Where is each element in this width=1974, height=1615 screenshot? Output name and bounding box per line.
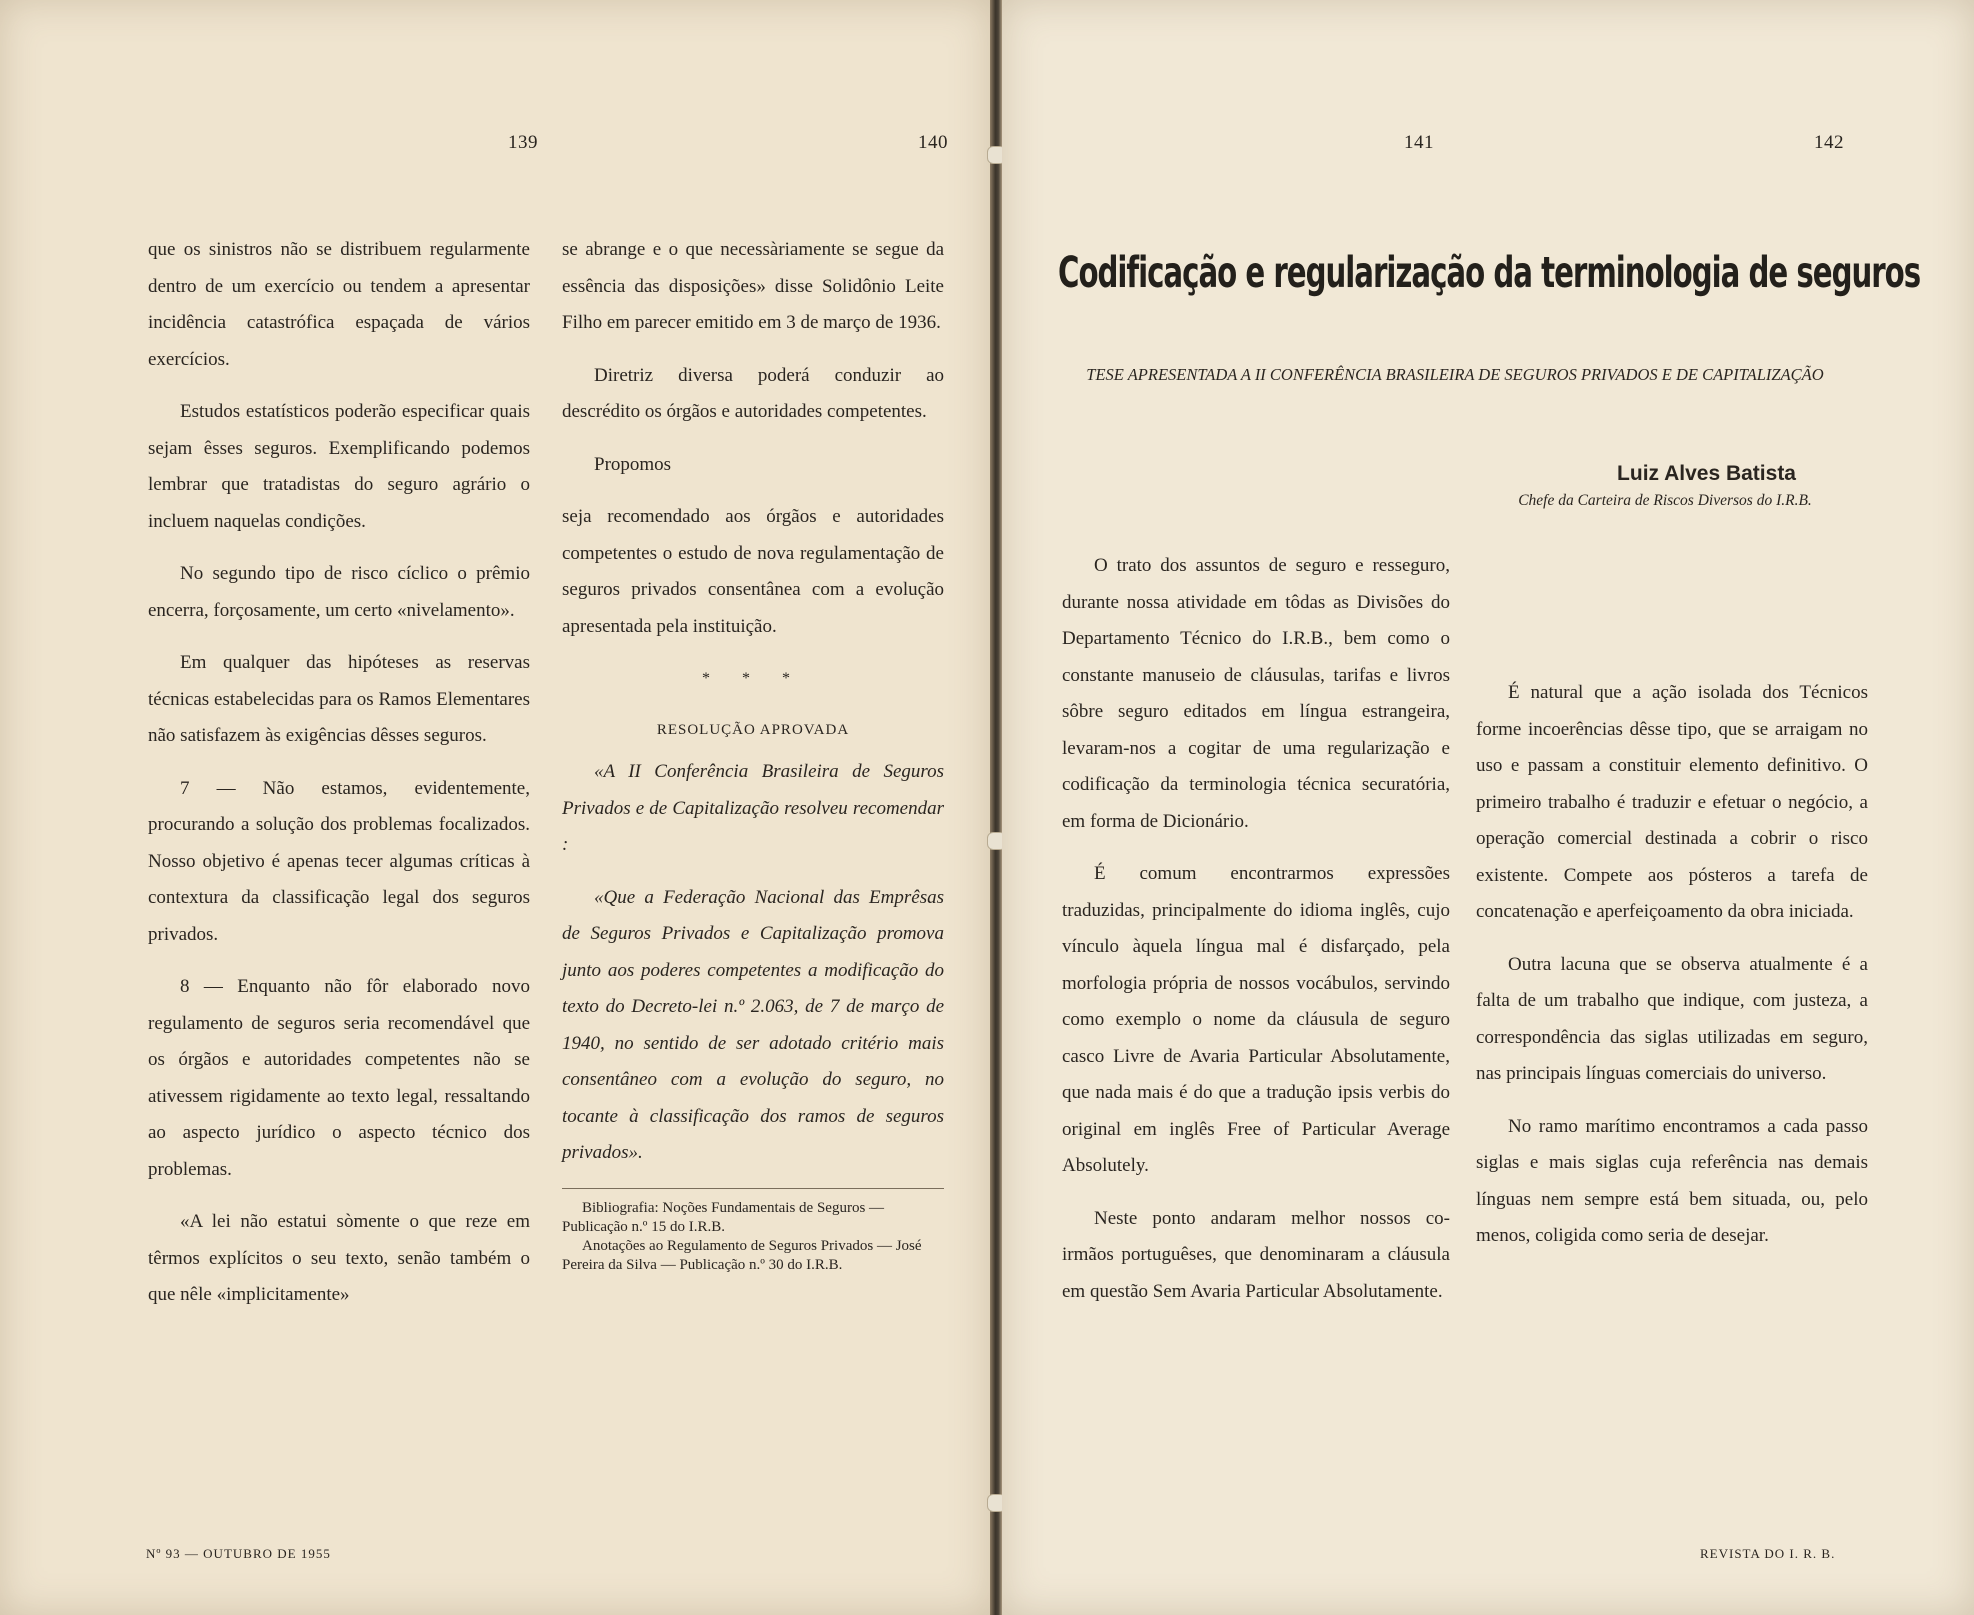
bibliography-entry: Anotações ao Regulamento de Seguros Privados — José Pereira da Silva — Publicação n.º 30 do I.R.B.: [562, 1237, 922, 1273]
paragraph: No ramo marítimo encontramos a cada passo siglas e mais siglas cuja referência nas demais línguas nem sempre está bem situada, ou, pelo menos, coligida como seria de desejar.: [1476, 1115, 1868, 1246]
right-column-1: [1062, 548, 1450, 1326]
paragraph: 7 — Não estamos, evidentemente, procurando a solução dos problemas focalizados. Nosso objetivo é apenas tecer algumas críticas à contextura da classificação legal dos seguros privados.: [148, 777, 530, 945]
page-number-140: 140: [918, 132, 948, 153]
paragraph: seja recomendado aos órgãos e autoridades competentes o estudo de nova regulamentação de seguros privados consentânea com a evolução apresentada pela instituição.: [562, 506, 944, 637]
left-footer: Nº 93 — OUTUBRO DE 1955: [146, 1546, 331, 1561]
paragraph: É comum encontrarmos expressões traduzidas, principalmente do idioma inglês, cujo vínculo àquela língua mal é disfarçado, pela morfologia própria de nossos vocábulos, servindo como exemplo o nome da cláusula de seguro casco Livre de Avaria Particular Absolutamente, que nada mais é do que a tradução ipsis verbis do original em inglês Free of Particular Average Absolutely.: [1062, 863, 1450, 1176]
left-column-2: [562, 232, 944, 1275]
paragraph: «A lei não estatui sòmente o que reze em têrmos explícitos o seu texto, senão também o que nêle «implicitamente»: [148, 1211, 530, 1305]
paragraph: No segundo tipo de risco cíclico o prêmio encerra, forçosamente, um certo «nivelamento».: [148, 563, 530, 621]
bibliography-entry: Bibliografia: Noções Fundamentais de Seguros — Publicação n.º 15 do I.R.B.: [562, 1199, 885, 1235]
paragraph: Estudos estatísticos poderão especificar quais sejam êsses seguros. Exemplificando podemos lembrar que tratadistas do seguro agrário o incluem naquelas condições.: [148, 401, 530, 532]
resolution-paragraph: «Que a Federação Nacional das Emprêsas de Seguros Privados e Capitalização promova junto aos poderes competentes a modificação do texto do Decreto-lei n.º 2.063, de 7 de março de 1940, no sentido de ser adotado critério mais consentâneo com a evolução do seguro, no tocante à classificação dos ramos de seguros privados».: [562, 886, 944, 1163]
author-name: Luiz Alves Batista: [1617, 462, 1796, 485]
article-subtitle: TESE APRESENTADA A II CONFERÊNCIA BRASILEIRA DE SEGUROS PRIVADOS E DE CAPITALIZAÇÃO: [1086, 365, 1824, 384]
page-number-141: 141: [1404, 132, 1434, 153]
paragraph: Diretriz diversa poderá conduzir ao descrédito os órgãos e autoridades competentes.: [562, 364, 944, 422]
paragraph: Neste ponto andaram melhor nossos co-irmãos portuguêses, que denominaram a cláusula em questão Sem Avaria Particular Absolutamente.: [1062, 1207, 1450, 1302]
paragraph: que os sinistros não se distribuem regularmente dentro de um exercício ou tendem a apresentar incidência catastrófica espaçada de vários exercícios.: [148, 239, 530, 370]
paragraph: É natural que a ação isolada dos Técnicos forme incoerências dêsse tipo, que se arraigam no uso e passam a constituir elemento definitivo. O primeiro trabalho é traduzir e efetuar o negócio, a operação comercial destinada a cobrir o risco existente. Compete aos pósteros a tarefa de concatenação e aperfeiçoamento da obra iniciada.: [1476, 682, 1868, 922]
page-number-142: 142: [1814, 132, 1844, 153]
article-title: Codificação e regularização da terminologia de seguros: [1058, 248, 1921, 298]
right-column-2: [1476, 675, 1868, 1271]
resolution-paragraph: «A II Conferência Brasileira de Seguros Privados e de Capitalização resolveu recomendar :: [562, 761, 944, 855]
paragraph: 8 — Enquanto não fôr elaborado novo regulamento de seguros seria recomendável que os órgãos e autoridades competentes não se ativessem rigidamente ao texto legal, ressaltando ao aspecto jurídico o aspecto técnico dos problemas.: [148, 976, 530, 1180]
paragraph: Em qualquer das hipóteses as reservas técnicas estabelecidas para os Ramos Elementares não satisfazem às exigências dêsses seguros.: [148, 652, 530, 746]
section-divider-stars: * * *: [702, 670, 804, 687]
resolution-heading: RESOLUÇÃO APROVADA: [656, 721, 850, 738]
paragraph: se abrange e o que necessàriamente se segue da essência das disposições» disse Solidônio Leite Filho em parecer emitido em 3 de março de 1936.: [562, 239, 944, 333]
paragraph: O trato dos assuntos de seguro e resseguro, durante nossa atividade em tôdas as Divisões do Departamento Técnico do I.R.B., bem como o constante manuseio de cláusulas, tarifas e livros sôbre seguro editados em língua estrangeira, levaram-nos a cogitar de uma regularização e codificação da terminologia técnica securatória, em forma de Dicionário.: [1062, 555, 1450, 832]
bibliography: [562, 1188, 944, 1275]
left-column-1: [148, 232, 530, 1330]
paragraph: Propomos: [594, 453, 672, 475]
right-footer: REVISTA DO I. R. B.: [1700, 1546, 1836, 1561]
book-gutter: [990, 0, 1002, 1615]
author-role: Chefe da Carteira de Riscos Diversos do I.R.B.: [1518, 492, 1812, 509]
page-number-139: 139: [508, 132, 538, 153]
paragraph: Outra lacuna que se observa atualmente é a falta de um trabalho que indique, com justeza, a correspondência das siglas utilizadas em seguro, nas principais línguas comerciais do universo.: [1476, 953, 1868, 1084]
